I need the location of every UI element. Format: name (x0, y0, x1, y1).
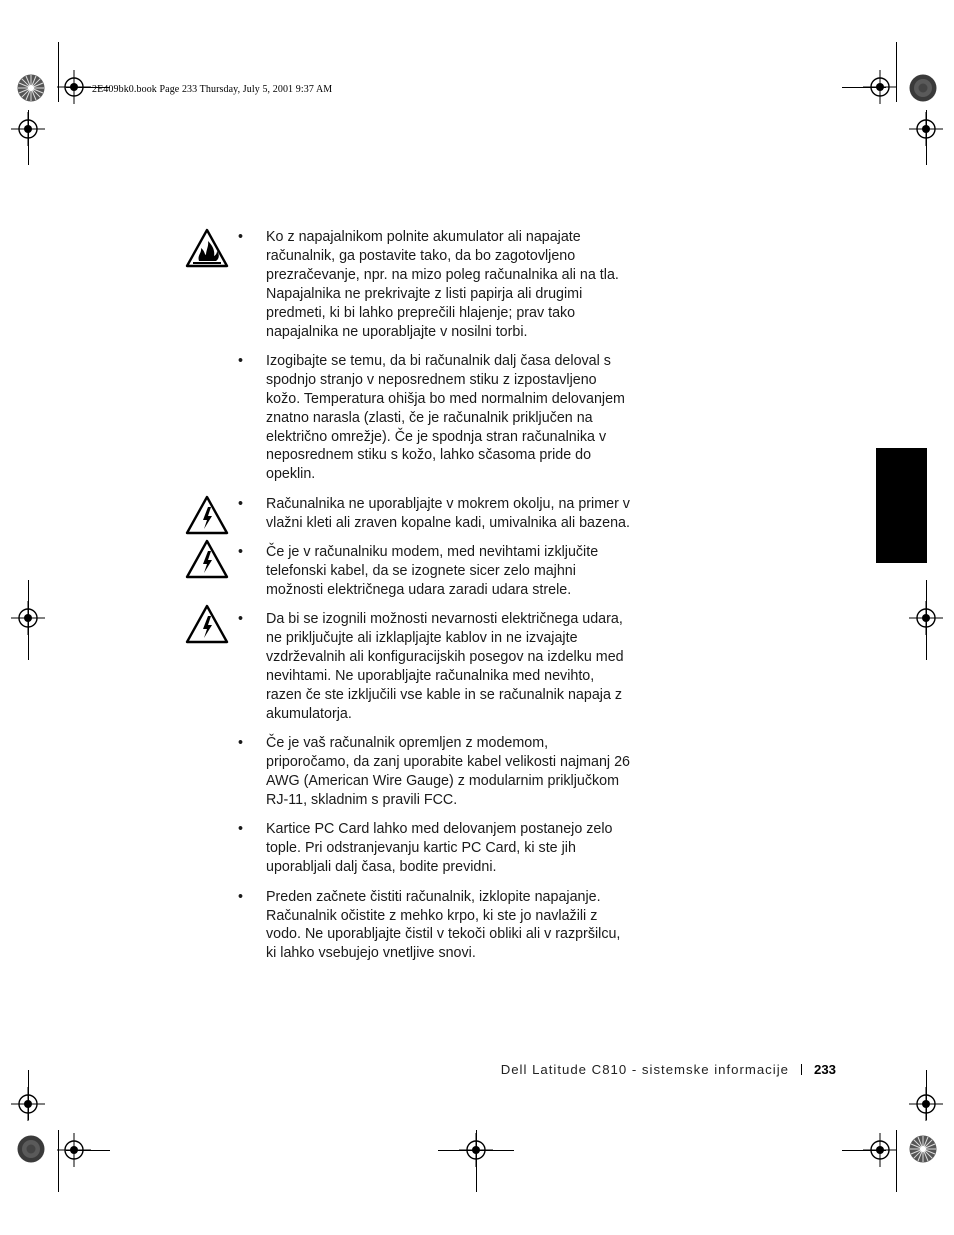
list-item-text: Izogibajte se temu, da bi računalnik dalj časa deloval s spodnjo stranjo v neposrednem stiku z izpostavljeno kožo. Temperatura ohišja bo med normalnim delovanjem znatno narasla (zlasti, če je računalnik priključen na električno omrežje). Če je spodnja stran računalnika v neposrednem stiku s kožo, lahko sčasoma pride do opeklin. (266, 352, 625, 483)
bullet: • (238, 611, 244, 628)
list-item (180, 820, 640, 877)
registration-mark-icon (57, 70, 91, 104)
list-item-text: Če je v računalniku modem, med nevihtami izključite telefonski kabel, da se izognete sicer zelo majhni možnosti električnega udara zaradi udara strele. (266, 544, 599, 598)
section-tab (876, 448, 927, 563)
bullet: • (238, 821, 244, 838)
list-item (180, 610, 640, 723)
list-item (180, 228, 640, 341)
list-item (180, 543, 640, 600)
registration-mark-icon (909, 112, 943, 146)
fire-warning-icon (185, 228, 229, 268)
list-item-text: Če je vaš računalnik opremljen z modemom, priporočamo, da zanj uporabite kabel velikosti najmanj 26 AWG (American Wire Gauge) z modularnim priključkom RJ-11, skladnim s pravili FCC. (266, 735, 630, 808)
list-item-text: Preden začnete čistiti računalnik, izklopite napajanje. Računalnik očistite z mehko krpo, ki ste jo navlažili z vodo. Ne uporabljajte čistil v tekoči obliki ali v razpršilcu, ki lahko vsebujejo vnetljive snovi. (266, 888, 621, 962)
bullet: • (238, 352, 244, 369)
bullet: • (238, 229, 244, 245)
registration-mark-icon (459, 1133, 493, 1167)
registration-mark-icon (11, 112, 45, 146)
list-item-text: Kartice PC Card lahko med delovanjem postanejo zelo tople. Pri odstranjevanju kartic PC Card, ki ste jih uporabljali dalj časa, bodite previdni. (266, 821, 613, 876)
bullet: • (238, 495, 244, 512)
print-target-wheel-icon (909, 74, 937, 102)
print-target-wheel-icon (17, 74, 45, 102)
registration-mark-icon (11, 601, 45, 635)
electric-warning-icon (185, 495, 229, 535)
registration-mark-icon (11, 1087, 45, 1121)
registration-mark-icon (57, 1133, 91, 1167)
page-number: 233 (813, 1062, 836, 1077)
list-item (180, 734, 640, 810)
print-slug: 2E409bk0.book Page 233 Thursday, July 5, 2001 9:37 AM (92, 84, 333, 95)
footer-title: Dell Latitude C810 - sistemske informacije (500, 1062, 789, 1077)
list-item (180, 888, 640, 964)
list-item-text: Ko z napajalnikom polnite akumulator ali napajate računalnik, ga postavite tako, da bo zagotovljeno prezračevanje, npr. na mizo poleg računalnika ali na tla. Napajalnika ne prekrivajte z listi papirja ali drugimi predmeti, ki bi lahko preprečili hlajenje; prav tako napajalnika ne uporabljajte v nosilni torbi. (266, 229, 619, 340)
safety-list (180, 228, 640, 974)
list-item-text: Računalnika ne uporabljajte v mokrem okolju, na primer v vlažni kleti ali zraven kopalne kadi, umivalnika ali bazena. (266, 495, 630, 531)
bullet: • (238, 888, 244, 905)
bullet: • (238, 735, 244, 752)
print-target-wheel-icon (17, 1135, 45, 1163)
registration-mark-icon (863, 1133, 897, 1167)
registration-mark-icon (909, 601, 943, 635)
list-item (180, 495, 640, 533)
electric-warning-icon (185, 604, 229, 644)
footer-separator (801, 1064, 802, 1075)
list-item (180, 352, 640, 484)
electric-warning-icon (185, 539, 229, 579)
list-item-text: Da bi se izognili možnosti nevarnosti električnega udara, ne priključujte ali izklapljajte kablov in ne izvajajte vzdrževalnih ali konfiguracijskih posegov na izdelku med nevihtami. Ne uporabljajte računalnika med nevihto, razen če ste izključili vse kable in se računalnik napaja z akumulatorja. (266, 611, 624, 722)
print-target-wheel-icon (909, 1135, 937, 1163)
bullet: • (238, 544, 244, 561)
registration-mark-icon (863, 70, 897, 104)
registration-mark-icon (909, 1087, 943, 1121)
page-footer (501, 1062, 836, 1077)
